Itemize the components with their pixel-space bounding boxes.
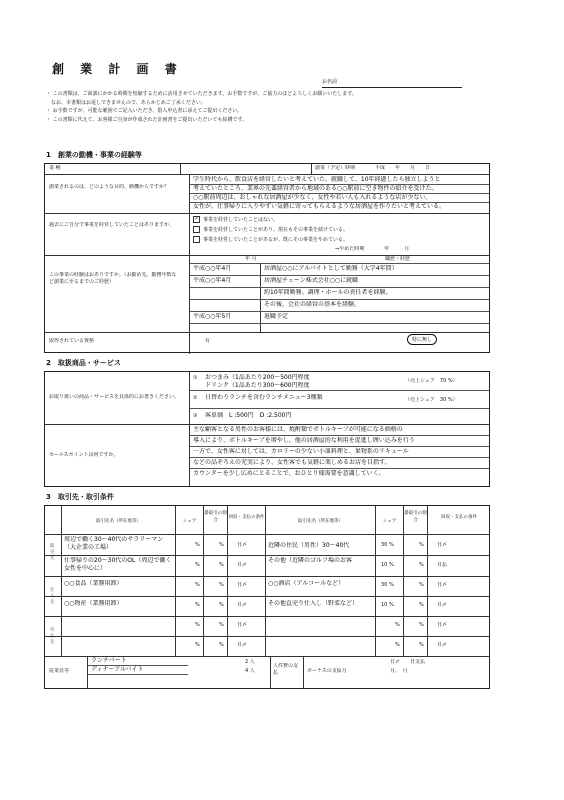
- pct: %: [219, 582, 224, 588]
- pct: %: [419, 622, 424, 628]
- past-option-quit[interactable]: [193, 236, 348, 244]
- partner-name[interactable]: 仕事帰りの20〜30代のOL（周辺で働く女性を中心に）: [64, 557, 172, 572]
- pct: %: [195, 602, 200, 608]
- option-label: 事業を経営していたことはない。: [203, 217, 279, 223]
- section1-table: [44, 163, 490, 353]
- pct: %: [419, 542, 424, 548]
- section2-heading: 2 取扱商品・サービス: [46, 359, 121, 367]
- header-terms: 回収・支払の条件: [441, 515, 477, 520]
- share-value[interactable]: 10 %: [381, 602, 394, 608]
- products-question: お取り扱いの商品・サービスを具体的にお書きください。: [49, 394, 179, 400]
- close-day[interactable]: 日〆: [237, 562, 248, 568]
- qualification-none-circled[interactable]: 特に無し: [407, 334, 437, 345]
- pct: %: [419, 582, 424, 588]
- side-label-purchase: 仕入先: [50, 588, 55, 605]
- section2-table: [44, 371, 490, 487]
- product-item[interactable]: 日替わりランチを含むランチメニュー3種類: [205, 394, 323, 401]
- share-value[interactable]: 30 %: [381, 582, 394, 588]
- pct: %: [219, 562, 224, 568]
- career-date[interactable]: 平成○○年4月: [193, 277, 232, 284]
- partner-name[interactable]: ○○食品（業務用卸）: [64, 580, 123, 587]
- product-item[interactable]: 客単価 L :500円 D :2,500円: [205, 412, 292, 419]
- instructions: [46, 90, 516, 124]
- bonus-label: ボーナスの支給月: [307, 668, 347, 674]
- checkbox[interactable]: [193, 226, 200, 233]
- product-item[interactable]: おつまみ（1品あたり200〜500円程度: [205, 374, 310, 381]
- staff-count[interactable]: 2 人: [245, 659, 255, 665]
- checkbox[interactable]: [193, 236, 200, 243]
- career-content[interactable]: その後、会社の経営の基本を経験。: [264, 301, 361, 308]
- close-day[interactable]: 日〆: [237, 542, 248, 548]
- motive-line[interactable]: 考えていたところ、業界の先輩経営者から地域のある○○駅前に空き物件の紹介を受けた。: [193, 185, 438, 192]
- sales-point-line[interactable]: などの品ぞろえの充実により、女性客でも気軽に楽しめるお店を目指す。: [193, 459, 391, 466]
- partner-name[interactable]: 近隣の住民（男性）30〜40代: [268, 542, 350, 549]
- checkbox-checked[interactable]: ✓: [194, 216, 199, 222]
- note-line: ・ この書類は、ご面談にかかる時間を短縮するために活用させていただきます。お手数ですが、ご協力のほどよろしくお願いいたします。: [46, 91, 357, 97]
- pct: %: [195, 562, 200, 568]
- career-date[interactable]: 平成○○年5月: [193, 313, 232, 320]
- section3-table: [44, 505, 490, 689]
- quit-date-field[interactable]: ⇒やめた時期 年 月: [335, 246, 410, 252]
- pct: %: [219, 622, 224, 628]
- past-option-continuing[interactable]: [193, 226, 348, 234]
- business-type-label: 業 種: [49, 165, 61, 171]
- section3-heading: 3 取引先・取引条件: [46, 493, 114, 501]
- close-day[interactable]: 日〆: [437, 582, 448, 588]
- header-credit-ratio: 掛取引の割合: [204, 511, 227, 523]
- pct: %: [219, 642, 224, 648]
- close-day[interactable]: 日〆: [237, 642, 248, 648]
- career-content[interactable]: 退職予定: [264, 313, 289, 320]
- sales-point-label: セールスポイントは何ですか。: [49, 452, 119, 458]
- close-day[interactable]: 日〆: [437, 542, 448, 548]
- note-line: ・ この書類に代えて、お客様ご自身が作成された計画書をご提出いただいても結構です。: [46, 116, 248, 123]
- side-label-sales: 販売先: [50, 544, 55, 561]
- option-label: 事業を経営していたことがあるが、既にその事業をやめている。: [203, 237, 349, 243]
- start-date-label: 創業（予定）時期: [315, 165, 356, 171]
- note-line: なお、本書類はお返しできませんので、あらかじめご了承ください。: [46, 99, 206, 106]
- past-business-question: 過去にご自分で事業を経営していたことはありますか。: [49, 222, 175, 228]
- option-label: 事業を経営していたことがあり、現在もその事業を続けている。: [203, 227, 349, 233]
- name-field[interactable]: [322, 78, 462, 88]
- note-line: ・ お手数ですが、可能な範囲でご記入いただき、借入申込書に添えてご提出ください。: [46, 108, 243, 114]
- close-day[interactable]: 日〆: [237, 602, 248, 608]
- header-partner: 取引先名（所在地等）: [96, 519, 141, 524]
- pct: %: [219, 542, 224, 548]
- sales-point-line[interactable]: 一方で、女性客に対しては、カロリーの少ない小皿料理と、果物系のリキュール: [193, 448, 409, 455]
- partner-name[interactable]: その他（近隣のゴルフ場のお客: [268, 557, 353, 564]
- career-content[interactable]: 約10年間勤務。調理・ホールの責任者を経験。: [264, 289, 392, 296]
- partner-name[interactable]: ○○酒店（アルコールなど）: [268, 580, 345, 587]
- pay-label: 人件費の支払: [273, 663, 299, 676]
- bonus-months[interactable]: 月、 月: [390, 668, 408, 674]
- pct: %: [395, 642, 400, 648]
- start-date-field[interactable]: 平成 年 月 日: [375, 165, 431, 171]
- header-share: シェア: [182, 519, 197, 524]
- pay-day[interactable]: 日払: [437, 562, 448, 568]
- product-num: ①: [193, 375, 198, 381]
- motive-line[interactable]: 女性が、仕事帰りに入りやすい気軽に寄ってもらえるような居酒屋を作りたいと考えている。: [193, 203, 446, 210]
- share-value[interactable]: 30 %: [381, 542, 394, 548]
- career-header-date: 年 月: [245, 256, 257, 262]
- career-content[interactable]: 居酒屋○○にアルバイトとして勤務（大学4年間）: [264, 265, 398, 272]
- sales-point-line[interactable]: 主な顧客となる男性のお客様には、焼酎類でボトルキープが可能になる価格の: [193, 426, 403, 433]
- header-credit-ratio: 掛取引の割合: [404, 511, 427, 523]
- qualification-yes[interactable]: 有: [205, 338, 211, 344]
- partner-name[interactable]: 周辺で働く30〜40代のサラリーマン（大企業の工場）: [64, 536, 164, 551]
- career-header-content: 職歴・経歴: [385, 256, 411, 262]
- page-title: 創 業 計 画 書: [52, 62, 183, 76]
- header-share: シェア: [382, 519, 397, 524]
- partner-name[interactable]: ○○物産（業務用卸）: [64, 600, 123, 607]
- close-day[interactable]: 日〆: [237, 622, 248, 628]
- sales-point-line[interactable]: カウンターを少し広めにとることで、おひとり様需要を意識していく。: [193, 470, 385, 477]
- pct: %: [195, 622, 200, 628]
- pct: %: [419, 642, 424, 648]
- staff-line[interactable]: ディナーアルバイト: [91, 666, 144, 673]
- pct: %: [195, 542, 200, 548]
- career-date[interactable]: 平成○○年4月: [193, 265, 232, 272]
- past-option-none[interactable]: [193, 216, 278, 224]
- product-num: ③: [193, 413, 198, 419]
- section1-heading: 1 創業の動機・事業の経験等: [46, 151, 142, 159]
- pct: %: [195, 642, 200, 648]
- motive-question: 創業されるのは、どのような目的、動機からですか？: [49, 184, 169, 190]
- pct: %: [219, 602, 224, 608]
- pct: %: [419, 602, 424, 608]
- close-day[interactable]: 日〆: [237, 582, 248, 588]
- name-label: お名前: [322, 79, 338, 85]
- product-share[interactable]: （売上シェア 70 %）: [405, 378, 458, 384]
- motive-line[interactable]: 学生時代から、飲食店を経営したいと考えていた。就職して、10年経過したら独立しようと: [193, 176, 441, 183]
- qualification-label: 取得されている資格: [49, 338, 95, 344]
- product-share[interactable]: （売上シェア 30 %）: [405, 397, 458, 403]
- staff-line[interactable]: ランチパート: [91, 657, 127, 664]
- sales-point-line[interactable]: 導入により、ボトルキープを増やし、他の居酒屋的な利用を促進し囲い込みを行う: [193, 437, 415, 444]
- pay-terms[interactable]: 日〆 日支払: [390, 659, 426, 665]
- product-num: ②: [193, 395, 198, 401]
- pct: %: [419, 562, 424, 568]
- motive-line[interactable]: ○○駅前周辺は、おしゃれな居酒屋が少なく、女性や若い人も入れるような店が少ない。: [193, 194, 432, 201]
- close-day[interactable]: 日〆: [437, 642, 448, 648]
- pct: %: [395, 622, 400, 628]
- close-day[interactable]: 日〆: [437, 622, 448, 628]
- header-partner: 取引先名（所在地等）: [298, 519, 343, 524]
- side-label-outsource: 外注先: [50, 628, 55, 645]
- close-day[interactable]: 日〆: [437, 602, 448, 608]
- staff-count[interactable]: 4 人: [245, 668, 255, 674]
- career-content[interactable]: 居酒屋チェーン株式会社○○に就職: [264, 277, 359, 284]
- staff-label: 従業員等: [49, 668, 70, 674]
- header-terms: 回収・支払の条件: [228, 515, 265, 520]
- pct: %: [195, 582, 200, 588]
- partner-name[interactable]: その他直売り仕入し（野菜など）: [268, 600, 359, 607]
- product-item[interactable]: ドリンク（1品あたり300〜600円程度: [205, 382, 310, 389]
- share-value[interactable]: 10 %: [381, 562, 394, 568]
- career-question: この事業の経験はおありですか。（お勤め先、勤務年数など創業に至るまでのご経歴）: [49, 272, 177, 285]
